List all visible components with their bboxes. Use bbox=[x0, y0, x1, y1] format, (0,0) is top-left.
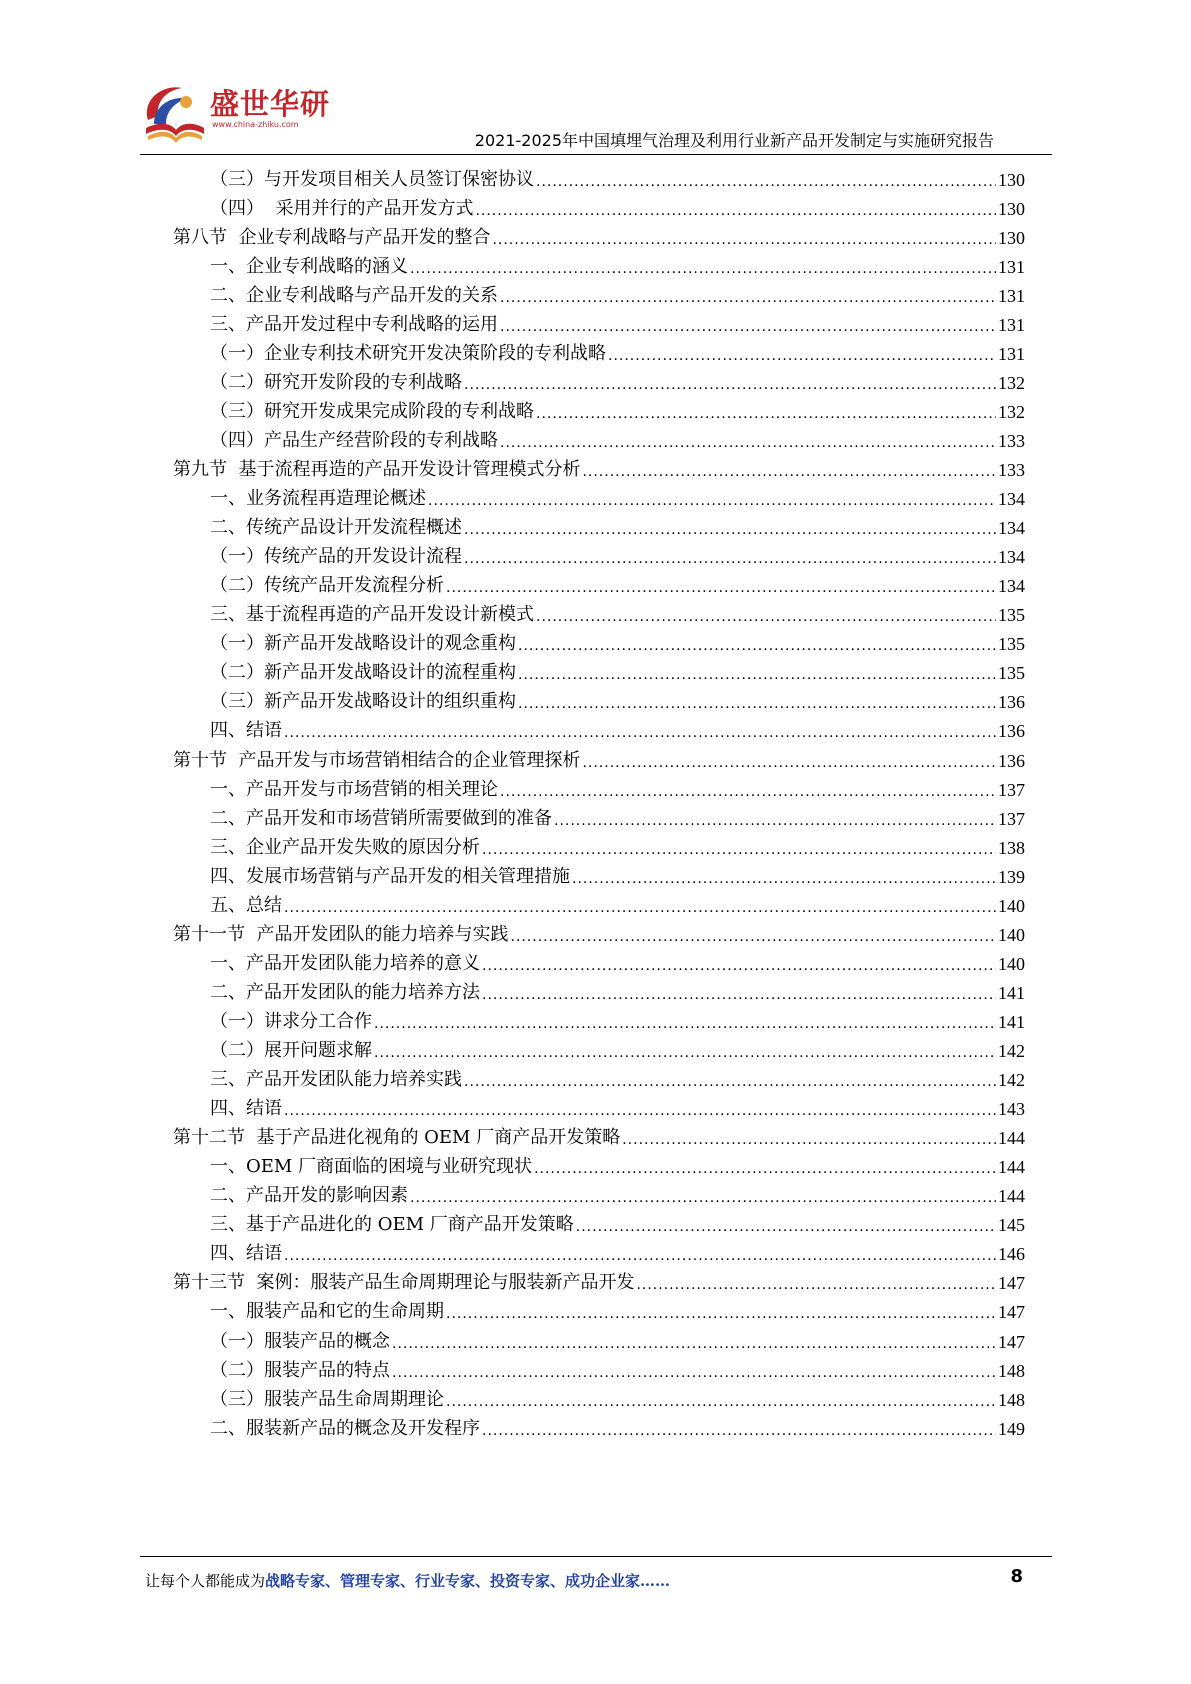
toc-entry-page: 142 bbox=[998, 1070, 1025, 1091]
toc-entry-page: 143 bbox=[998, 1099, 1025, 1120]
toc-entry-title: 四、结语 bbox=[210, 1243, 282, 1265]
brand-logo bbox=[140, 80, 331, 150]
toc-entry-title: 第十三节 案例：服装产品生命周期理论与服装新产品开发 bbox=[173, 1272, 635, 1294]
toc-entry-title: 三、产品开发过程中专利战略的运用 bbox=[210, 313, 498, 335]
toc-entry-page: 140 bbox=[998, 895, 1025, 916]
toc-entry-title: 二、产品开发的影响因素 bbox=[210, 1185, 408, 1207]
toc-entry-page: 134 bbox=[998, 489, 1025, 510]
toc-entry[interactable] bbox=[210, 509, 1025, 541]
toc-entry[interactable] bbox=[210, 944, 1025, 976]
toc-entry[interactable] bbox=[210, 828, 1025, 860]
toc-entry-page: 134 bbox=[998, 576, 1025, 597]
toc-entry-page: 141 bbox=[998, 1011, 1025, 1032]
toc-entry[interactable] bbox=[210, 799, 1025, 831]
toc-entry-page: 134 bbox=[998, 547, 1025, 568]
toc-entry-title: 一、产品开发与市场营销的相关理论 bbox=[210, 778, 498, 800]
toc-entry[interactable] bbox=[210, 1177, 1025, 1209]
toc-entry[interactable] bbox=[173, 1119, 1025, 1151]
toc-entry-title: 一、OEM 厂商面临的困境与业研究现状 bbox=[210, 1156, 533, 1178]
toc-entry[interactable] bbox=[210, 160, 1025, 192]
toc-entry-title: （二）展开问题求解 bbox=[210, 1040, 372, 1061]
toc-entry-title: （一）企业专利技术研究开发决策阶段的专利战略 bbox=[210, 342, 606, 364]
toc-entry[interactable] bbox=[210, 276, 1025, 308]
toc-entry-title: 三、基于流程再造的产品开发设计新模式 bbox=[210, 604, 534, 626]
toc-entry-page: 147 bbox=[998, 1273, 1025, 1294]
toc-entry[interactable] bbox=[210, 247, 1025, 279]
toc-entry-title: 二、产品开发和市场营销所需要做到的准备 bbox=[210, 807, 552, 829]
toc-entry-title: 二、传统产品设计开发流程概述 bbox=[210, 517, 462, 539]
toc-entry[interactable] bbox=[173, 741, 1025, 773]
toc-entry-title: （二）新产品开发战略设计的流程重构 bbox=[210, 662, 516, 684]
toc-entry[interactable] bbox=[210, 538, 1025, 570]
toc-entry-title: 二、服装新产品的概念及开发程序 bbox=[210, 1417, 480, 1439]
brand-name: 盛世华研 bbox=[210, 87, 331, 121]
toc-entry[interactable] bbox=[210, 189, 1025, 221]
toc-entry-page: 135 bbox=[998, 663, 1025, 684]
footer-slogan-lead: 让每个人都能成为 bbox=[145, 1572, 266, 1590]
toc-entry[interactable] bbox=[210, 1235, 1025, 1267]
toc-entry-page: 138 bbox=[998, 837, 1025, 858]
toc-entry[interactable] bbox=[173, 915, 1025, 947]
toc-entry-page: 140 bbox=[998, 924, 1025, 945]
footer-slogan-highlight: 战略专家、管理专家、行业专家、投资专家、成功企业家…… bbox=[265, 1572, 671, 1590]
toc-entry-title: 一、业务流程再造理论概述 bbox=[210, 488, 426, 510]
toc-entry-title: （四） 采用并行的产品开发方式 bbox=[210, 197, 474, 219]
toc-entry-page: 137 bbox=[998, 808, 1025, 829]
toc-entry-title: 一、企业专利战略的涵义 bbox=[210, 255, 408, 277]
toc-entry-page: 136 bbox=[998, 750, 1025, 771]
toc-entry-page: 140 bbox=[998, 953, 1025, 974]
toc-entry-page: 136 bbox=[998, 721, 1025, 742]
toc-entry-title: 三、企业产品开发失败的原因分析 bbox=[210, 836, 480, 858]
toc-entry-page: 131 bbox=[998, 343, 1025, 364]
toc-entry-title: （三）新产品开发战略设计的组织重构 bbox=[210, 691, 516, 713]
toc-entry-page: 133 bbox=[998, 430, 1025, 451]
toc-entry-title: （一）讲求分工合作 bbox=[210, 1010, 372, 1032]
toc-entry-page: 131 bbox=[998, 314, 1025, 335]
toc-entry-title: 第十一节 产品开发团队的能力培养与实践 bbox=[173, 923, 509, 945]
toc-entry-title: 一、服装产品和它的生命周期 bbox=[210, 1301, 444, 1323]
toc-entry-page: 149 bbox=[998, 1418, 1025, 1439]
toc-entry-page: 144 bbox=[998, 1128, 1025, 1149]
toc-entry-title: 四、结语 bbox=[210, 720, 282, 742]
toc-entry-page: 131 bbox=[998, 256, 1025, 277]
toc-entry[interactable] bbox=[210, 480, 1025, 512]
toc-entry[interactable] bbox=[210, 1061, 1025, 1093]
toc-entry-title: 四、发展市场营销与产品开发的相关管理措施 bbox=[210, 865, 570, 887]
toc-entry-page: 147 bbox=[998, 1331, 1025, 1352]
toc-entry[interactable] bbox=[210, 392, 1025, 424]
toc-entry[interactable] bbox=[210, 1293, 1025, 1325]
toc-entry[interactable] bbox=[210, 654, 1025, 686]
toc-entry-title: （一）传统产品的开发设计流程 bbox=[210, 546, 462, 568]
logo-emblem-icon bbox=[140, 80, 210, 150]
toc-entry-page: 142 bbox=[998, 1041, 1025, 1061]
toc-entry[interactable] bbox=[173, 1264, 1025, 1296]
header-divider bbox=[140, 154, 1052, 155]
toc-entry-title: 五、总结 bbox=[210, 894, 282, 916]
toc-entry-page: 147 bbox=[998, 1302, 1025, 1323]
toc-entry-title: 二、产品开发团队的能力培养方法 bbox=[210, 981, 480, 1003]
toc-entry[interactable] bbox=[210, 886, 1025, 918]
toc-entry[interactable] bbox=[210, 857, 1025, 889]
toc-entry-title: 二、企业专利战略与产品开发的关系 bbox=[210, 284, 498, 306]
toc-entry[interactable] bbox=[210, 1032, 1025, 1064]
toc-entry[interactable] bbox=[210, 1322, 1025, 1354]
toc-entry-page: 148 bbox=[998, 1360, 1025, 1381]
toc-entry[interactable] bbox=[210, 1002, 1025, 1034]
toc-entry-title: 一、产品开发团队能力培养的意义 bbox=[210, 952, 480, 974]
toc-entry-title: （三）研究开发成果完成阶段的专利战略 bbox=[210, 400, 534, 422]
toc-entry[interactable] bbox=[173, 451, 1025, 483]
toc-entry-title: （二）服装产品的特点 bbox=[210, 1359, 390, 1381]
toc-entry[interactable] bbox=[173, 218, 1025, 250]
toc-entry[interactable] bbox=[210, 973, 1025, 1005]
toc-entry[interactable] bbox=[210, 1351, 1025, 1383]
toc-entry[interactable] bbox=[210, 770, 1025, 802]
toc-entry[interactable] bbox=[210, 334, 1025, 366]
toc-entry-page: 148 bbox=[998, 1389, 1025, 1410]
toc-entry-title: （二）研究开发阶段的专利战略 bbox=[210, 371, 462, 393]
toc-entry-page: 133 bbox=[998, 460, 1025, 480]
toc-entry[interactable] bbox=[210, 1409, 1025, 1441]
toc-entry-page: 139 bbox=[998, 866, 1025, 887]
toc-entry-page: 134 bbox=[998, 518, 1025, 539]
toc-entry-title: （一）服装产品的概念 bbox=[210, 1330, 390, 1352]
toc-entry-title: 第十节 产品开发与市场营销相结合的企业管理探析 bbox=[173, 749, 581, 771]
toc-entry-title: 第八节 企业专利战略与产品开发的整合 bbox=[173, 226, 491, 248]
toc-entry-title: 第九节 基于流程再造的产品开发设计管理模式分析 bbox=[173, 459, 581, 480]
toc-entry-title: （四）产品生产经营阶段的专利战略 bbox=[210, 429, 498, 451]
toc-entry-page: 145 bbox=[998, 1215, 1025, 1236]
toc-entry-page: 131 bbox=[998, 285, 1025, 306]
toc-entry-page: 141 bbox=[998, 982, 1025, 1003]
toc-entry-page: 135 bbox=[998, 605, 1025, 626]
toc-entry-page: 130 bbox=[998, 227, 1025, 248]
report-title: 2021-2025年中国填埋气治理及利用行业新产品开发制定与实施研究报告 bbox=[474, 131, 994, 150]
toc-entry[interactable] bbox=[210, 1090, 1025, 1122]
toc-entry[interactable] bbox=[210, 1206, 1025, 1238]
toc-entry[interactable] bbox=[210, 1148, 1025, 1180]
toc-entry[interactable] bbox=[210, 567, 1025, 599]
toc-entry-title: 三、基于产品进化的 OEM 厂商产品开发策略 bbox=[210, 1214, 574, 1236]
toc-entry[interactable] bbox=[210, 305, 1025, 337]
toc-entry-title: 第十二节 基于产品进化视角的 OEM 厂商产品开发策略 bbox=[173, 1127, 621, 1149]
toc-entry-page: 146 bbox=[998, 1244, 1025, 1265]
toc-entry[interactable] bbox=[210, 1380, 1025, 1412]
footer-divider bbox=[140, 1556, 1052, 1557]
toc-entry[interactable] bbox=[210, 596, 1025, 628]
toc-entry-title: 四、结语 bbox=[210, 1098, 282, 1120]
toc-entry-page: 130 bbox=[998, 198, 1025, 219]
footer-slogan bbox=[145, 1570, 670, 1591]
toc-entry-page: 130 bbox=[998, 169, 1025, 190]
toc-entry[interactable] bbox=[210, 421, 1025, 453]
toc-entry[interactable] bbox=[210, 363, 1025, 395]
toc-entry-title: （一）新产品开发战略设计的观念重构 bbox=[210, 633, 516, 655]
toc-entry[interactable] bbox=[210, 712, 1025, 744]
toc-dot-leader bbox=[482, 1421, 996, 1441]
toc-entry-page: 135 bbox=[998, 634, 1025, 655]
toc-entry[interactable] bbox=[210, 625, 1025, 657]
toc-entry-title: 三、产品开发团队能力培养实践 bbox=[210, 1069, 462, 1091]
toc-entry-title: （二）传统产品开发流程分析 bbox=[210, 575, 444, 597]
brand-url: www.china-zhiku.com bbox=[212, 120, 299, 129]
toc-entry-page: 132 bbox=[998, 372, 1025, 393]
toc-entry-page: 136 bbox=[998, 692, 1025, 713]
toc-entry-page: 132 bbox=[998, 401, 1025, 422]
toc-entry-page: 144 bbox=[998, 1186, 1025, 1207]
toc-entry-title: （三）服装产品生命周期理论 bbox=[210, 1388, 444, 1410]
toc-entry-page: 137 bbox=[998, 779, 1025, 800]
toc-entry[interactable] bbox=[210, 683, 1025, 715]
page-header bbox=[0, 0, 1191, 160]
toc-entry-title: （三）与开发项目相关人员签订保密协议 bbox=[210, 168, 534, 190]
toc-entry-page: 144 bbox=[998, 1157, 1025, 1178]
page-number: 8 bbox=[1010, 1566, 1023, 1587]
